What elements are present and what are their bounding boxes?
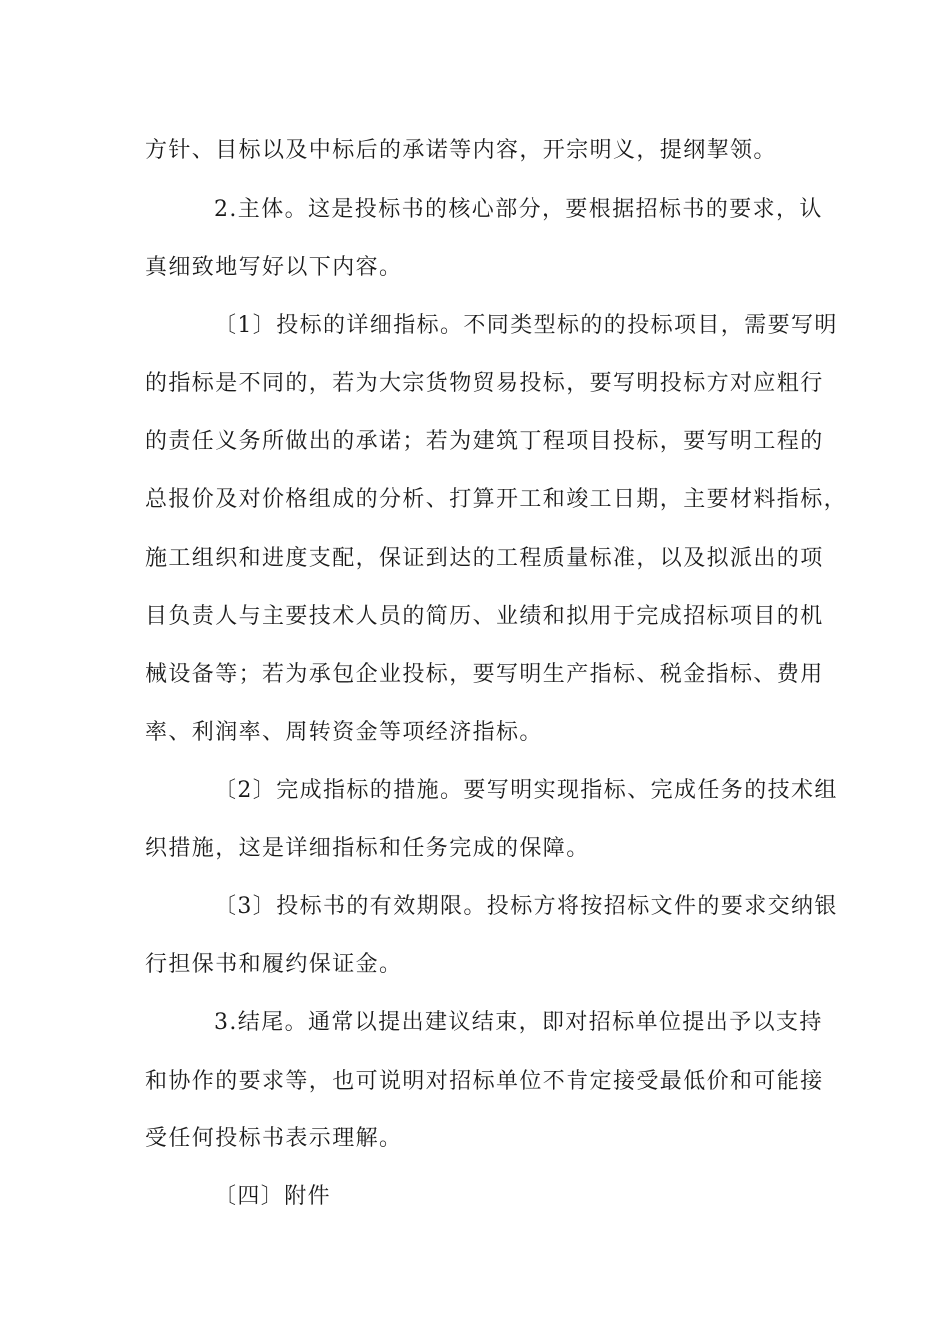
paragraph-line-18: 受任何投标书表示理解。 <box>145 1126 403 1151</box>
item-2-heading-line: 〔2〕完成指标的措施。要写明实现指标、完成任务的技术组 <box>214 778 838 803</box>
section-ending-heading-line: 3.结尾。通常以提出建议结束，即对招标单位提出予以支持 <box>214 1010 823 1035</box>
paragraph-line-17: 和协作的要求等，也可说明对招标单位不肯定接受最低价和可能接 <box>145 1069 824 1094</box>
paragraph-line-15: 行担保书和履约保证金。 <box>145 952 403 977</box>
paragraph-line-11: 率、利润率、周转资金等项经济指标。 <box>145 720 543 745</box>
paragraph-line-6: 的责任义务所做出的承诺；若为建筑丁程项目投标，要写明工程的 <box>145 429 824 454</box>
paragraph-line-8: 施工组织和进度支配，保证到达的工程质量标准，以及拟派出的项 <box>145 546 824 571</box>
item-1-heading-line: 〔1〕投标的详细指标。不同类型标的的投标项目，需要写明 <box>214 313 838 338</box>
paragraph-line-3: 真细致地写好以下内容。 <box>145 255 403 280</box>
paragraph-line-5: 的指标是不同的，若为大宗货物贸易投标，要写明投标方对应粗行 <box>145 371 824 396</box>
paragraph-line-13: 织措施，这是详细指标和任务完成的保障。 <box>145 836 590 861</box>
section-main-heading-line: 2.主体。这是投标书的核心部分，要根据招标书的要求，认 <box>214 197 823 222</box>
paragraph-line-1: 方针、目标以及中标后的承诺等内容，开宗明义，提纲挈领。 <box>145 138 777 163</box>
section-attachment-heading: 〔四〕附件 <box>214 1184 332 1209</box>
item-3-heading-line: 〔3〕投标书的有效期限。投标方将按招标文件的要求交纳银 <box>214 894 838 919</box>
paragraph-line-10: 械设备等；若为承包企业投标，要写明生产指标、税金指标、费用 <box>145 662 824 687</box>
paragraph-line-9: 目负责人与主要技术人员的简历、业绩和拟用于完成招标项目的机 <box>145 604 824 629</box>
paragraph-line-7: 总报价及对价格组成的分析、打算开工和竣工日期，主要材料指标， <box>145 487 848 512</box>
